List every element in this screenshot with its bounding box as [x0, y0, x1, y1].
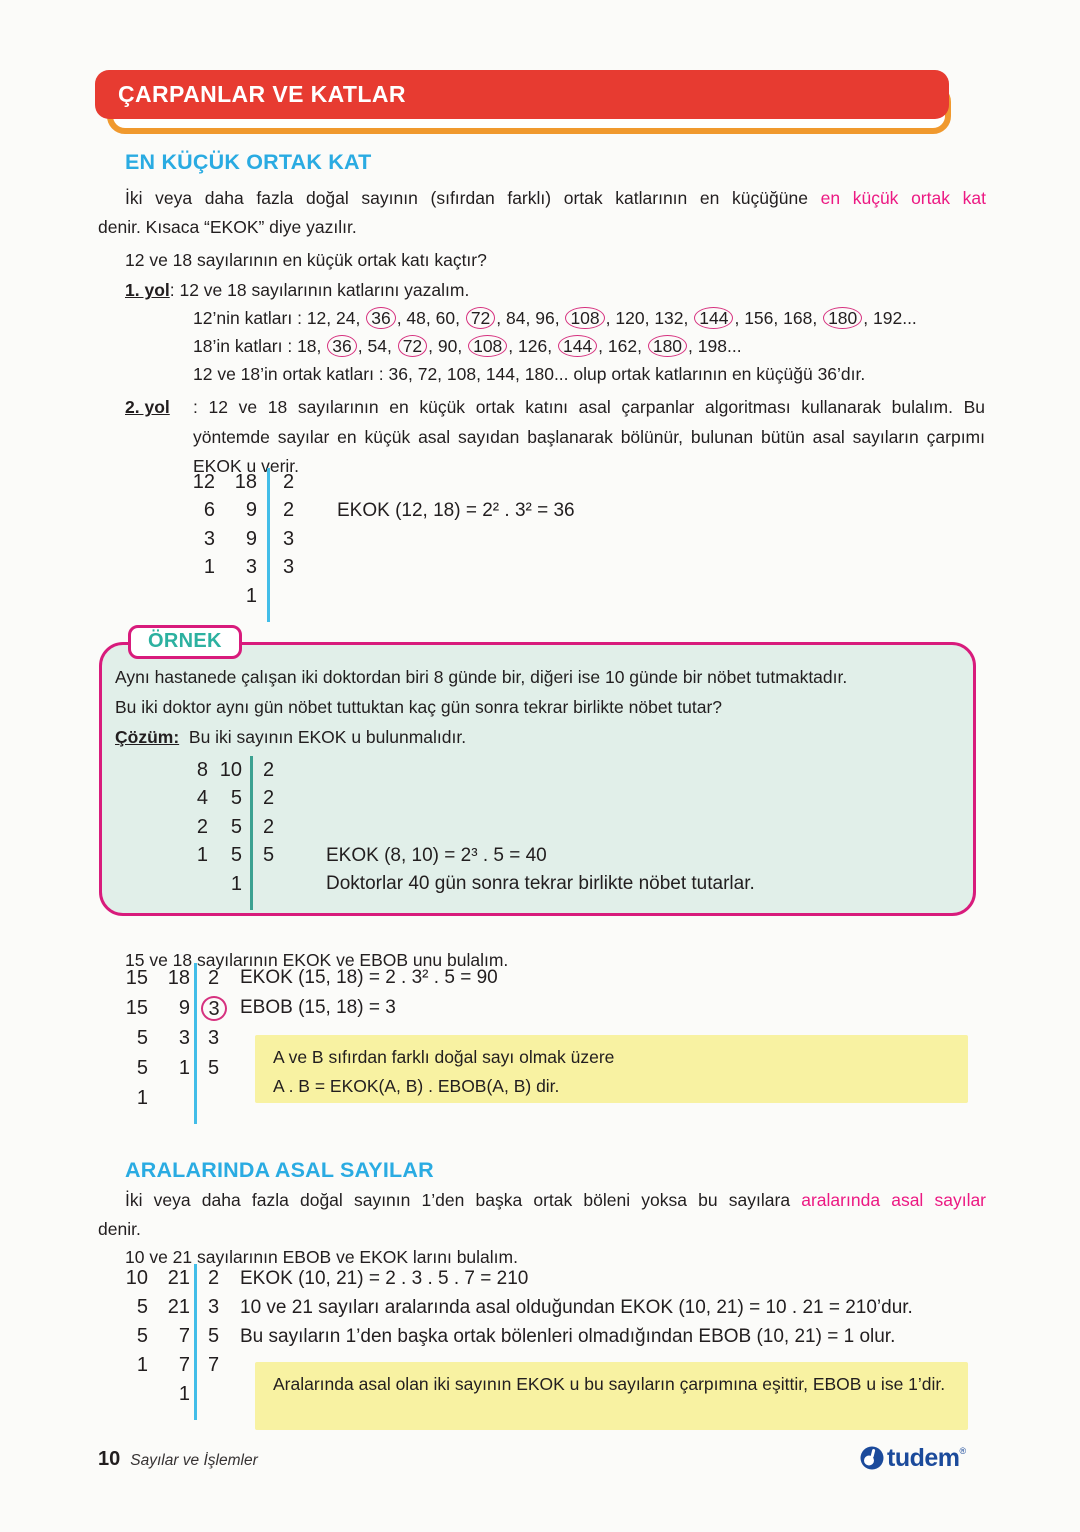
multiple-value: 84 [506, 308, 526, 328]
table-cell: 15 [125, 966, 148, 989]
circled-multiple: 36 [327, 335, 356, 357]
table-cell: 9 [245, 527, 257, 550]
info-box-ab-line1: A ve B sıfırdan farklı doğal sayı olmak üzere [273, 1047, 615, 1067]
yol1-label: 1. yol [125, 280, 170, 300]
table-row [100, 993, 498, 1023]
multiples-line-18: 18’in katları : 18, 36 , 54, 72 , 90, 108 , 126, 144 , 162, 180 , 198... [193, 336, 742, 356]
chapter-banner [95, 70, 985, 140]
ornek-cozum-line [115, 723, 466, 752]
info-box-ab [255, 1035, 968, 1103]
table-cell-divisor: 2 [250, 813, 276, 842]
division-table-8-10 [180, 756, 755, 910]
table-cell: 1 [178, 1383, 190, 1405]
table-cell: 6 [203, 499, 215, 522]
table-cell: 5 [230, 844, 242, 867]
table-cell: 8 [196, 758, 208, 781]
table-row [180, 842, 755, 871]
table-cell-divisor [194, 1380, 228, 1409]
circled-multiple: 180 [648, 335, 687, 357]
multiple-value: 96 [535, 308, 555, 328]
table-cell: 1 [178, 1056, 190, 1079]
table-cell-divisor [194, 1113, 228, 1124]
multiples-label: 18’in katları : [193, 336, 298, 356]
table-cell: 21 [167, 1267, 190, 1289]
table-cell-divisor: 2 [194, 1264, 228, 1293]
highlight-aralarinda-asal: aralarında asal sayılar [801, 1190, 987, 1210]
multiple-value: 156 [744, 308, 774, 328]
yol2-label: 2. yol [125, 397, 170, 417]
table-row [100, 1264, 913, 1293]
table-row [180, 813, 755, 842]
table-annotation: EKOK (8, 10) = 2³ . 5 = 40 [326, 844, 547, 866]
table-cell: 1 [196, 844, 208, 867]
table-cell-divisor: 5 [194, 1053, 228, 1083]
brand-registered-mark: ® [959, 1446, 967, 1456]
table-row [180, 870, 755, 899]
table-cell-divisor [194, 993, 228, 1023]
yol1-text: : 12 ve 18 sayılarının katlarını yazalım. [169, 280, 470, 300]
circled-multiple: 108 [565, 307, 604, 329]
table-row [180, 899, 755, 910]
multiple-value: 168 [783, 308, 813, 328]
table-cell-divisor: 2 [250, 785, 276, 814]
table-cell: 1 [245, 584, 257, 607]
footer-page-number: 10 [98, 1448, 121, 1470]
table-row [170, 468, 575, 497]
table-cell: 3 [178, 1026, 190, 1049]
table-annotation: Bu sayıların 1’den başka ortak bölenleri olmadığından EBOB (10, 21) = 1 olur. [240, 1325, 896, 1347]
table-row [100, 1293, 913, 1322]
table-cell-divisor [250, 870, 276, 899]
table-cell: 5 [136, 1056, 148, 1079]
brand-globe-icon [860, 1446, 884, 1470]
table-cell-divisor: 2 [267, 497, 297, 526]
s3-intro-line2: denir. [98, 1219, 141, 1239]
table-cell: 18 [167, 966, 190, 989]
intro-plain: İki veya daha fazla doğal sayının (sıfırdan farklı) ortak katlarının en küçüğüne [125, 188, 808, 208]
table-row [100, 1113, 498, 1124]
multiple-value: 132 [654, 308, 684, 328]
intro-line-1 [98, 184, 986, 213]
circled-divisor: 3 [201, 996, 227, 1021]
table-cell: 9 [245, 499, 257, 522]
table-cell: 2 [196, 815, 208, 838]
table-annotation: EKOK (15, 18) = 2 . 3² . 5 = 90 [240, 967, 498, 988]
multiple-value: 54 [367, 336, 387, 356]
table-cell-divisor: 3 [267, 525, 297, 554]
question-10-21: 10 ve 21 sayılarının EBOB ve EKOK larını bulalım. [125, 1247, 518, 1267]
table-cell: 18 [234, 470, 257, 493]
multiple-value: 24 [336, 308, 356, 328]
table-cell-divisor [267, 582, 297, 611]
footer-section-title: Sayılar ve İşlemler [130, 1452, 258, 1469]
info-box-ab-line2: A . B = EKOK(A, B) . EBOB(A, B) dir. [273, 1076, 560, 1096]
yol2-paragraph: : 12 ve 18 sayılarının en küçük ortak katını asal çarpanlar algoritması kullanarak bulalım. Bu yöntemde sayılar en küçük asal sayıdan başlanarak bölünür, bulunan bütün asal sayıların çarpımı EKOK u verir. [193, 397, 985, 476]
multiple-value: 12 [306, 308, 327, 328]
multiples-line-12: 12’nin katları : 12, 24, 36 , 48, 60, 72 , 84, 96, 108 , 120, 132, 144 , 156, 168, 180 , 192... [193, 308, 917, 328]
multiple-value: 192 [873, 308, 903, 328]
table-cell: 21 [167, 1296, 190, 1318]
multiple-value: 126 [518, 336, 548, 356]
table-cell: 7 [178, 1325, 190, 1347]
circled-multiple: 180 [823, 307, 862, 329]
table-row [170, 611, 575, 622]
table-cell: 3 [245, 556, 257, 579]
table-cell: 1 [203, 556, 215, 579]
table-cell: 1 [136, 1086, 148, 1109]
table-cell: 5 [136, 1296, 148, 1318]
cozum-text: Bu iki sayının EKOK u bulunmalıdır. [188, 727, 467, 747]
circled-multiple: 36 [366, 307, 395, 329]
s3-intro-line1 [98, 1186, 986, 1215]
s3-intro-plain: İki veya daha fazla doğal sayının 1’den başka ortak böleni yoksa bu sayılara [125, 1190, 791, 1210]
table-cell: 9 [178, 996, 190, 1019]
table-cell: 7 [178, 1354, 190, 1376]
table-row [180, 756, 755, 785]
question-12-18: 12 ve 18 sayılarının en küçük ortak katı kaçtır? [125, 250, 487, 270]
table-cell: 10 [219, 758, 242, 781]
multiple-value: 48 [406, 308, 426, 328]
table-cell: 1 [136, 1354, 148, 1376]
multiple-value: 90 [437, 336, 458, 356]
cozum-label: Çözüm: [115, 727, 180, 747]
table-annotation: EKOK (10, 21) = 2 . 3 . 5 . 7 = 210 [240, 1267, 529, 1289]
circled-multiple: 72 [398, 335, 427, 357]
table-cell-divisor [194, 1409, 228, 1420]
table-cell-divisor: 3 [194, 1293, 228, 1322]
multiples-label: 12’nin katları : [193, 308, 307, 328]
table-annotation: EKOK (12, 18) = 2² . 3² = 36 [337, 499, 575, 521]
table-cell-divisor: 2 [267, 468, 297, 497]
circled-multiple: 144 [558, 335, 597, 357]
table-cell-divisor: 7 [194, 1351, 228, 1380]
ornek-tab: ÖRNEK [128, 625, 242, 659]
info-box-asal: Aralarında asal olan iki sayının EKOK u bu sayıların çarpımına eşittir, EBOB u ise 1’dir. [255, 1362, 968, 1430]
table-cell: 5 [136, 1325, 148, 1347]
table-cell: 15 [125, 996, 148, 1019]
banner-red-bar [95, 70, 949, 119]
multiple-value: 60 [435, 308, 456, 328]
table-cell-divisor: 2 [194, 963, 228, 993]
multiple-value: 162 [607, 336, 638, 356]
section-heading-ekok: EN KÜÇÜK ORTAK KAT [125, 150, 372, 174]
table-cell-divisor [194, 1083, 228, 1113]
table-row [100, 963, 498, 993]
highlight-en-kucuk-ortak-kat: en küçük ortak kat [820, 188, 986, 208]
table-annotation: EBOB (15, 18) = 3 [240, 997, 396, 1018]
table-row [170, 554, 575, 583]
ornek-line-2: Bu iki doktor aynı gün nöbet tuttuktan kaç gün sonra tekrar birlikte nöbet tutar? [115, 697, 723, 717]
table-cell-divisor: 3 [194, 1023, 228, 1053]
chapter-title: ÇARPANLAR VE KATLAR [118, 81, 406, 107]
table-cell: 1 [230, 872, 242, 895]
footer-left [98, 1448, 258, 1471]
table-cell: 12 [192, 470, 215, 493]
table-row [100, 1322, 913, 1351]
table-cell: 10 [125, 1267, 148, 1289]
table-annotation: Doktorlar 40 gün sonra tekrar birlikte nöbet tutarlar. [326, 873, 755, 895]
table-cell-divisor: 3 [267, 554, 297, 583]
table-row [170, 525, 575, 554]
ornek-line-1: Aynı hastanede çalışan iki doktordan biri 8 günde bir, diğeri ise 10 günde bir nöbet tutmaktadır. [115, 667, 848, 687]
yol1-line [125, 276, 469, 305]
table-row [180, 785, 755, 814]
table-cell-divisor [267, 611, 297, 622]
table-cell: 3 [203, 527, 215, 550]
common-multiples-line: 12 ve 18’in ortak katları : 36, 72, 108, 144, 180... olup ortak katlarının en küçüğü 36’dır. [193, 364, 866, 384]
s2-intro: 15 ve 18 sayılarının EKOK ve EBOB unu bulalım. [125, 950, 509, 970]
table-cell-divisor [250, 899, 276, 910]
table-cell-divisor: 5 [250, 842, 276, 871]
table-cell: 4 [196, 787, 208, 810]
table-annotation: 10 ve 21 sayıları aralarında asal olduğundan EKOK (10, 21) = 10 . 21 = 210’dur. [240, 1296, 913, 1318]
section-heading-asal: ARALARINDA ASAL SAYILAR [125, 1158, 434, 1182]
multiple-value: 120 [615, 308, 645, 328]
table-row [170, 582, 575, 611]
division-table-12-18 [170, 468, 575, 622]
table-cell: 5 [230, 787, 242, 810]
table-cell-divisor: 5 [194, 1322, 228, 1351]
multiple-value: 18 [297, 336, 317, 356]
circled-multiple: 72 [466, 307, 495, 329]
table-row [170, 497, 575, 526]
circled-multiple: 144 [694, 307, 733, 329]
multiple-value: 198 [697, 336, 727, 356]
table-cell: 5 [230, 815, 242, 838]
intro-line-2: denir. Kısaca “EKOK” diye yazılır. [98, 217, 357, 237]
brand-logo [860, 1446, 966, 1471]
table-cell-divisor: 2 [250, 756, 276, 785]
brand-name: tudem [887, 1444, 960, 1472]
circled-multiple: 108 [468, 335, 507, 357]
table-cell: 5 [136, 1026, 148, 1049]
